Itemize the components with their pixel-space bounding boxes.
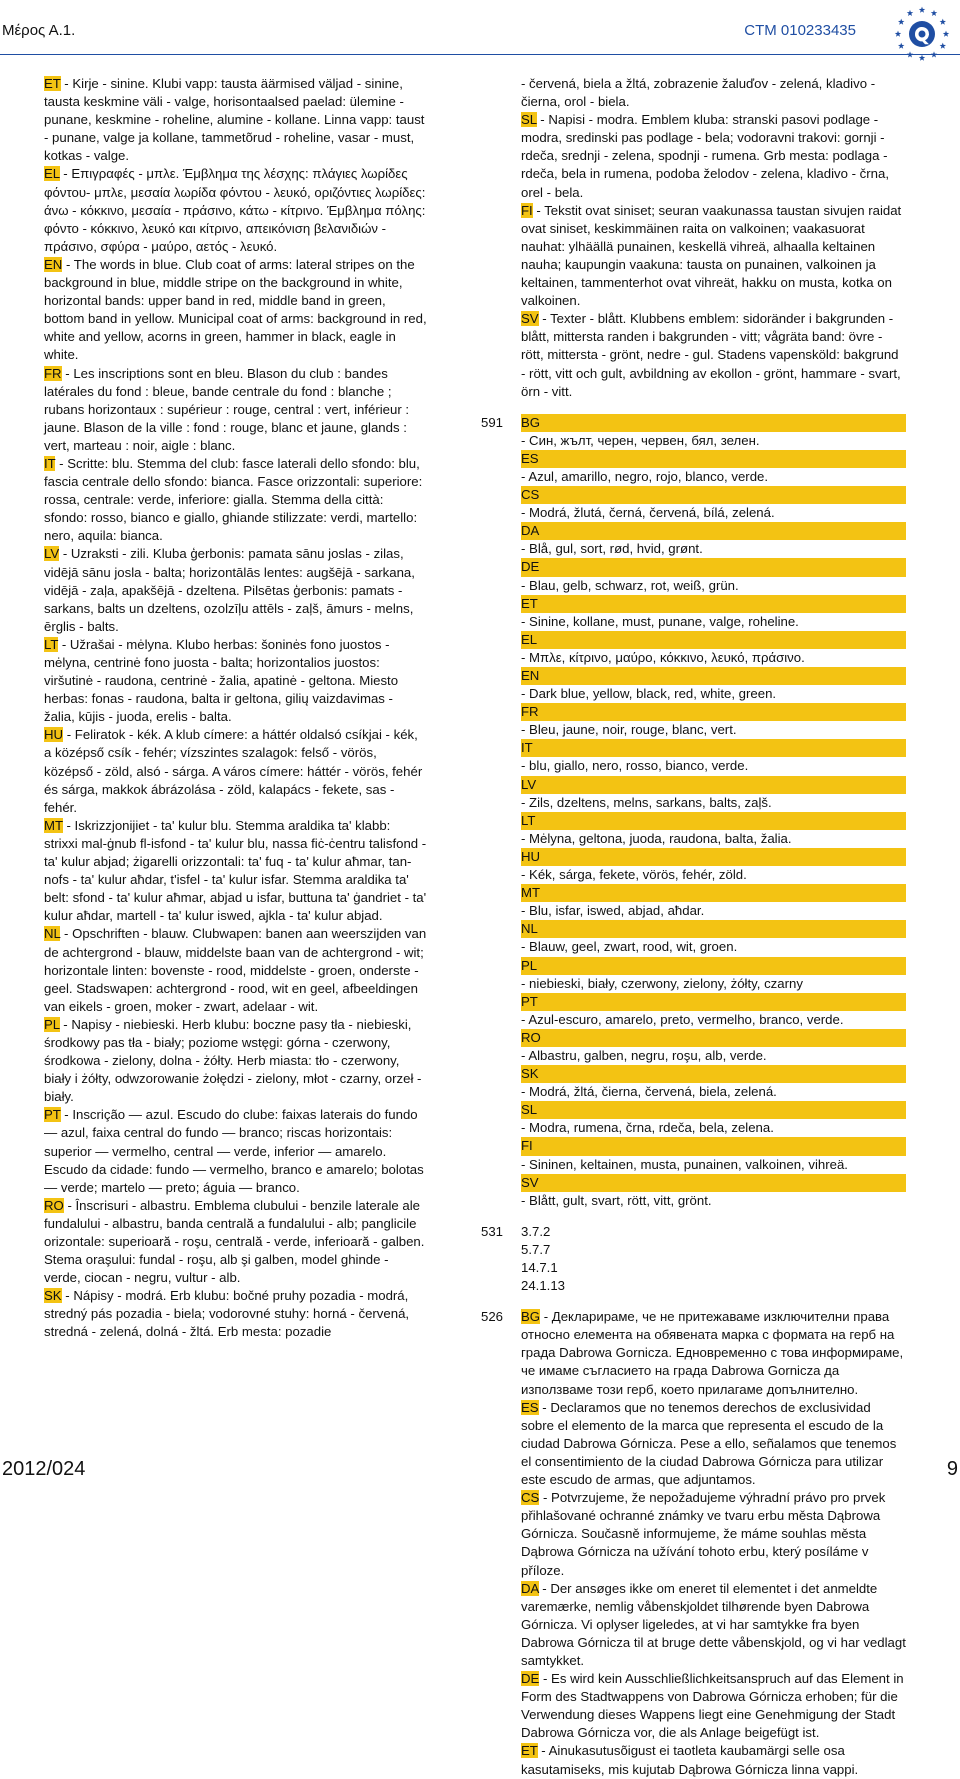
- entry-text: - Texter - blått. Klubbens emblem: sidoränder i bakgrunden - blått, mittersta randen i bakgrunden - vitt; vågräta band: övre - rött, mittersta - grönt, nedre - gul. Stadens vapensköld: bakgrund - rött, vitt och gult, avbildning av ekollon - grönt, hammare - svart, örn - vitt.: [521, 311, 901, 399]
- language-entry: [44, 455, 427, 545]
- language-code: EN: [521, 667, 906, 685]
- entry-text: - Μπλε, κίτρινο, μαύρο, κόκκινο, λευκό, πράσινο.: [521, 649, 805, 665]
- entry-text: - blu, giallo, nero, rosso, bianco, verde.: [521, 758, 749, 774]
- language-code: EL: [44, 166, 60, 182]
- language-entry: [521, 310, 906, 400]
- language-entry: [521, 1065, 906, 1101]
- language-code: DE: [521, 558, 906, 576]
- language-entry: [521, 920, 906, 956]
- language-code: FI: [521, 202, 533, 218]
- field-number-591: 591: [481, 414, 504, 430]
- language-entry: [521, 1101, 906, 1137]
- entry-text: - Opschriften - blauw. Clubwapen: banen aan weerszijden van de achtergrond - blauw, middelste baan van de achtergrond - wit; horizontale linten: bovenste - rood, middelste - groen, onderste - geel. Stadswapen: achtergrond - rood, wit en geel, afbeeldingen van eikels - groen, moker - zwart, adelaar - wit.: [44, 926, 427, 1014]
- language-code: HU: [44, 727, 64, 743]
- header-part: Μέρος Α.1.: [2, 22, 76, 39]
- field-number-531: 531: [481, 1223, 504, 1239]
- language-code: BG: [521, 414, 906, 432]
- language-entry: [44, 365, 427, 455]
- entry-text: - Επιγραφές - μπλε. Έμβλημα της λέσχης: πλάγιες λωρίδες φόντου- μπλε, μεσαία λωρίδα φόντου - λευκό, οριζόντιες λωρίδες: άνω - κόκκινο, μεσαία - πράσινο, κάτω - κίτρινο. Έμβλημα πόλης: φόντο - κόκκινο, λευκό και κίτρινο, απεικόνιση βελανιδιών - πράσινο, σφύρα - μαύρο, αετός - λευκό.: [44, 166, 426, 254]
- language-code: ES: [521, 1399, 539, 1415]
- star-icon: [907, 10, 913, 16]
- entry-text: - Blu, isfar, iswed, abjad, aħdar.: [521, 903, 705, 919]
- entry-text: - Sininen, keltainen, musta, punainen, valkoinen, vihreä.: [521, 1156, 848, 1172]
- language-code: PL: [521, 957, 906, 975]
- eu-stars-trademark-logo-icon: [892, 4, 952, 64]
- star-icon: [931, 10, 937, 16]
- entry-text: - Син, жълт, черен, червен, бял, зелен.: [521, 432, 760, 448]
- language-entry: [44, 1197, 427, 1287]
- language-entry: [521, 703, 906, 739]
- language-code: SK: [44, 1288, 62, 1304]
- language-code: DA: [521, 522, 906, 540]
- footer-issue: 2012/024: [2, 1458, 86, 1480]
- entry-text: - niebieski, biały, czerwony, zielony, żółty, czarny: [521, 975, 803, 991]
- header-ctm-number: CTM 010233435: [744, 22, 856, 39]
- entry-text: - Napisy - niebieski. Herb klubu: boczne pasy tła - niebieski, środkowy pas tła - biały; poziome wstęgi: górna - czerwony, środkowa - zielony, dolna - żółty. Herb miasta: tło - czerwony, biały i żółty, odwzorowanie żołędzi - zielony, młot - czarny, orzeł - biały.: [44, 1016, 422, 1105]
- language-entry: [521, 812, 906, 848]
- entry-text: - Les inscriptions sont en bleu. Blason du club : bandes latérales du fond : bleue, bande centrale du fond : blanche ; rubans horizontaux : supérieur : rouge, central : vert, inférieur : jaune. Blason de la ville : fond : rouge, blanc et jaune, glands : vert, marteau : noir, aigle : blanc.: [44, 365, 410, 453]
- entry-text: - Kék, sárga, fekete, vörös, fehér, zöld.: [521, 867, 747, 883]
- vienna-code: 3.7.2: [521, 1223, 551, 1239]
- language-entry: [44, 726, 427, 816]
- entry-text: - Zils, dzeltens, melns, sarkans, balts, zaļš.: [521, 794, 772, 810]
- language-entry: [521, 739, 906, 775]
- entry-text: - Blå, gul, sort, rød, hvid, grønt.: [521, 541, 703, 557]
- star-icon: [940, 43, 946, 49]
- language-entry: [521, 1308, 906, 1398]
- language-code: EL: [521, 631, 906, 649]
- entry-text: - červená, biela a žltá, zobrazenie žaluďov - zelená, kladivo - čierna, orol - biela.: [521, 76, 876, 110]
- right-top-entries: [521, 75, 906, 401]
- language-code: RO: [521, 1029, 906, 1047]
- language-entry: [521, 1137, 906, 1173]
- language-entry: [521, 450, 906, 486]
- language-code: EN: [44, 256, 63, 272]
- language-code: FR: [521, 703, 906, 721]
- vienna-code: 24.1.13: [521, 1278, 565, 1294]
- language-entry: [521, 75, 906, 111]
- star-icon: [919, 7, 925, 13]
- language-entry: [521, 522, 906, 558]
- language-code: BG: [521, 1309, 541, 1325]
- language-entry: [521, 1580, 906, 1670]
- language-entry: [521, 486, 906, 522]
- language-entry: [521, 558, 906, 594]
- entry-text: - Inscrição — azul. Escudo do clube: faixas laterais do fundo — azul, faixa central do fundo — branco; riscas horizontais: superior — vermelho, central — verde, inferior — amarelo. Escudo da cidade: fundo — vermelho, branco e amarelo; bolotas — verde; martelo — preto; águia — branco.: [44, 1107, 424, 1195]
- language-entry: [521, 1670, 906, 1742]
- entry-text: - Scritte: blu. Stemma del club: fasce laterali dello sfondo: blu, fascia centrale dello sfondo: bianca. Fasce orizzontali: superiore: rossa, centrale: verde, inferiore: gialla. Stemma della città: sfondo: rosso, bianco e giallo, ghiande stilizzate: verdi, martello: nero, aquila: bianca.: [44, 455, 423, 544]
- language-code: SV: [521, 1174, 906, 1192]
- entry-text: - Nápisy - modrá. Erb klubu: bočné pruhy pozadia - modrá, stredný pás pozadia - biela; vodorovné stuhy: horná - červená, stredná - zelená, dolná - žltá. Erb mesta: pozadie: [44, 1288, 410, 1340]
- language-code: MT: [44, 817, 63, 833]
- language-code: SL: [521, 1101, 906, 1119]
- language-entry: [44, 925, 427, 1015]
- entry-text: - Feliratok - kék. A klub címere: a háttér oldalsó csíkjai - kék, a középső csík - fehér; vízszintes szalagok: felső - vörös, középső - zöld, alsó - sárga. A város címere: háttér - vörös, fehér és sárga, makkok ábrázolása - zöld, kalapács - fekete, sas - fehér.: [44, 727, 423, 815]
- entry-text: - Potvrzujeme, že nepožadujeme výhradní právo pro prvek přihlašované ochranné známky ve tvaru erbu města Dąbrowa Górnicza. Současně informujeme, že máme souhlas města Dąbrowa Górnicza na užívání tohoto erbu, který posíláme v příloze.: [521, 1490, 886, 1578]
- vienna-code: 5.7.7: [521, 1241, 551, 1257]
- language-code: RO: [44, 1197, 64, 1213]
- language-code: NL: [44, 926, 61, 942]
- language-code: LV: [44, 546, 60, 562]
- language-entry: [521, 111, 906, 201]
- star-icon: [940, 19, 946, 25]
- language-entry: [44, 817, 427, 926]
- language-entry: [521, 884, 906, 920]
- language-code: SL: [521, 112, 537, 128]
- language-entry: [521, 848, 906, 884]
- entry-text: - Modra, rumena, črna, rdeča, bela, zelena.: [521, 1120, 774, 1136]
- language-entry: [521, 1489, 906, 1579]
- star-icon: [898, 43, 904, 49]
- language-code: FR: [44, 365, 62, 381]
- language-entry: [44, 545, 427, 635]
- entry-text: - Modrá, žlutá, černá, červená, bílá, zelená.: [521, 505, 775, 521]
- star-icon: [895, 31, 901, 37]
- language-entry: [521, 1029, 906, 1065]
- entry-text: - Tekstit ovat siniset; seuran vaakunassa taustan sivujen raidat ovat siniset, keskimmäinen raita on valkoinen; vaakasuorat nauhat: ylhäällä punainen, keskellä vihreä, alhaalla keltainen nauha; kaupungin vaakuna: tausta on punainen, valkoinen ja keltainen, tammenterhot ovat vihreät, hakku on musta, kotka on valkoinen.: [521, 202, 902, 309]
- language-code: MT: [521, 884, 906, 902]
- language-entry: [521, 667, 906, 703]
- language-entry: [44, 636, 427, 726]
- language-code: DA: [521, 1580, 539, 1596]
- language-code: SV: [521, 311, 539, 327]
- entry-text: - Kirje - sinine. Klubi vapp: tausta äärmised väljad - sinine, tausta keskmine väli - valge, horisontaalsed paelad: ülemine - punane, keskmine - roheline, alumine - kollane. Linna vapp: taust - punane, valge ja kollane, tammetõrud - roheline, vasar - must, kotkas - valge.: [44, 76, 425, 164]
- language-code: LT: [44, 636, 59, 652]
- language-code: PT: [521, 993, 906, 1011]
- language-code: LT: [521, 812, 906, 830]
- language-entry: [521, 1742, 906, 1778]
- entry-text: - Azul, amarillo, negro, rojo, blanco, verde.: [521, 468, 769, 484]
- entry-text: - Ainukasutusõigust ei taotleta kaubamärgi selle osa kasutamiseks, mis kujutab Dąbrowa Górnicza linna vappi.: [521, 1743, 859, 1777]
- star-icon: [943, 31, 949, 37]
- footer-page-number: 9: [946, 1458, 958, 1480]
- language-entry: [521, 957, 906, 993]
- entry-text: - Blauw, geel, zwart, rood, wit, groen.: [521, 939, 738, 955]
- right-column: [481, 75, 906, 1779]
- entry-text: - Napisi - modra. Emblem kluba: stranski pasovi podlage - modra, sredinski pas podlage - bela; vodoravni trakovi: gornji - rdeča, srednji - zelena, spodnji - rumena. Grb mesta: podlaga - rdeča, bela in rumena, podoba želodov - zelena, kladivo - črna, orel - bela.: [521, 112, 890, 200]
- language-code: ES: [521, 450, 906, 468]
- entry-text: - Blått, gult, svart, rött, vitt, grönt.: [521, 1192, 712, 1208]
- language-entry: [521, 776, 906, 812]
- language-entry: [44, 75, 427, 165]
- entry-text: - Mėlyna, geltona, juoda, raudona, balta, žalia.: [521, 830, 792, 846]
- language-code: ET: [44, 76, 61, 91]
- entry-text: - Modrá, žltá, čierna, červená, biela, zelená.: [521, 1084, 777, 1100]
- entry-text: - Iskrizzjonijiet - ta' kulur blu. Stemma araldika ta' klabb: strixxi mal-ġnub fl-isfond - ta' kulur blu, nassa fiċ-ċentru talisfond - ta' kulur abjad; żigarelli orizzontali: ta' fuq - ta' kulur aħmar, tan-nofs - ta' kulur aħdar, t'isfel - ta' kulur isfar. Stemma araldika ta' belt: sfond - ta' kulur aħmar, abjad u isfar, buttuna ta' ġandriet - ta' kulur aħdar, martell - ta' kulur iswed, ajkla - ta' kulur abjad.: [44, 817, 427, 924]
- language-code: DE: [521, 1671, 540, 1687]
- entry-text: - Bleu, jaune, noir, rouge, blanc, vert.: [521, 722, 737, 738]
- entry-text: - Декларираме, че не притежаваме изключителни права относно елемента на обявената марка с формата на герб на града Dabrowa Gornicza. Едновременно с това информираме, че имаме съгласието на града Dabrowa Gornicza да използваме този герб, което прилагаме допълнително.: [521, 1309, 904, 1397]
- entry-text: - Dark blue, yellow, black, red, white, green.: [521, 686, 777, 702]
- left-column: [44, 75, 427, 1342]
- language-code: NL: [521, 920, 906, 938]
- entry-text: - Es wird kein Ausschließlichkeitsanspruch auf das Element in Form des Stadtwappens von Dabrowa Górnicza erhoben; für die Verwendung dieses Wappens liegt eine Genehmigung der Stadt Dabrowa Górnicza vor, die als Anlage beigefügt ist.: [521, 1671, 904, 1741]
- entry-text: - The words in blue. Club coat of arms: lateral stripes on the background in blue, middle stripe on the background in white, horizontal bands: upper band in red, middle band in green, bottom band in yellow. Municipal coat of arms: background in red, white and yellow, acorns in green, hammer in black, eagle in white.: [44, 256, 427, 363]
- language-code: CS: [521, 486, 906, 504]
- language-entry: [44, 1016, 427, 1106]
- language-entry: [521, 1174, 906, 1210]
- vienna-code: 14.7.1: [521, 1260, 558, 1275]
- entry-text: - Înscrisuri - albastru. Emblema clubului - benzile laterale ale fundalului - albastru, banda centrală a fundalului - alb; panglicile orizontale: superioară - roşu, centrală - verde, inferioară - galben. Stema oraşului: fundal - roşu, alb şi galben, model ghinde - verde, ciocan - negru, vultur - alb.: [44, 1197, 425, 1286]
- field-number-526: 526: [481, 1309, 504, 1325]
- entry-text: - Albastru, galben, negru, roşu, alb, verde.: [521, 1047, 767, 1063]
- language-code: HU: [521, 848, 906, 866]
- entry-text: - Uzraksti - zili. Kluba ģerbonis: pamata sānu joslas - zilas, vidējā sānu josla - balta; horizontālās lentes: augšējā - sarkana, vidējā - zaļa, apakšējā - dzeltena. Pilsētas ģerbonis: pamats - sarkans, balts un dzeltens, ozolzīļu attēls - zaļš, āmurs - melns, ērglis - balts.: [44, 546, 415, 634]
- language-entry: [44, 1287, 427, 1341]
- language-code: PL: [44, 1016, 60, 1032]
- section-591: [481, 414, 906, 1210]
- section-526: [481, 1308, 906, 1778]
- language-entry: [521, 993, 906, 1029]
- entry-text: - Der ansøges ikke om eneret til elementet i det anmeldte varemærke, nemlig våbenskjoldet tilhørende byen Dabrowa Górnicza. Vi oplyser ligeledes, at vi har samtykke fra byen Dabrowa Górnicza til at bruge dette våbenskjold, og vi har vedlagt samtykket.: [521, 1580, 906, 1668]
- entry-text: - Sinine, kollane, must, punane, valge, roheline.: [521, 613, 799, 629]
- entry-text: - Azul-escuro, amarelo, preto, vermelho, branco, verde.: [521, 1011, 844, 1027]
- language-entry: [521, 1399, 906, 1489]
- entry-text: - Declaramos que no tenemos derechos de exclusividad sobre el elemento de la marca que representa el escudo de la ciudad Dabrowa Górnicza. Pese a ello, señalamos que tenemos el consentimiento de la ciudad Dabrowa Górnicza para utilizar este escudo de armas, que adjuntamos.: [521, 1399, 897, 1488]
- language-entry: [44, 165, 427, 255]
- language-code: FI: [521, 1137, 906, 1155]
- language-entry: [521, 202, 906, 311]
- section-531: [481, 1223, 906, 1295]
- language-code: IT: [521, 739, 906, 757]
- language-code: CS: [521, 1490, 540, 1506]
- language-code: IT: [44, 455, 56, 471]
- language-entry: [44, 1106, 427, 1196]
- language-entry: [521, 595, 906, 631]
- language-entry: [521, 414, 906, 450]
- entry-text: - Užrašai - mėlyna. Klubo herbas: šoninės fono juostos - mėlyna, centrinė fono juosta - balta; horizontalios juostos: viršutinė - raudona, centrinė - žalia, apatinė - geltona. Miesto herbas: fonas - raudona, balta ir geltona, gilių vaizdavimas - žalia, kūjis - juoda, erelis - balta.: [44, 636, 399, 725]
- star-icon: [919, 55, 925, 61]
- language-code: PT: [44, 1107, 61, 1123]
- language-entry: [44, 256, 427, 365]
- language-code: SK: [521, 1065, 906, 1083]
- language-code: ET: [521, 595, 906, 613]
- entry-text: - Blau, gelb, schwarz, rot, weiß, grün.: [521, 577, 739, 593]
- language-code: ET: [521, 1743, 538, 1759]
- header-rule: [0, 54, 960, 55]
- language-code: LV: [521, 776, 906, 794]
- language-entry: [521, 631, 906, 667]
- star-icon: [898, 19, 904, 25]
